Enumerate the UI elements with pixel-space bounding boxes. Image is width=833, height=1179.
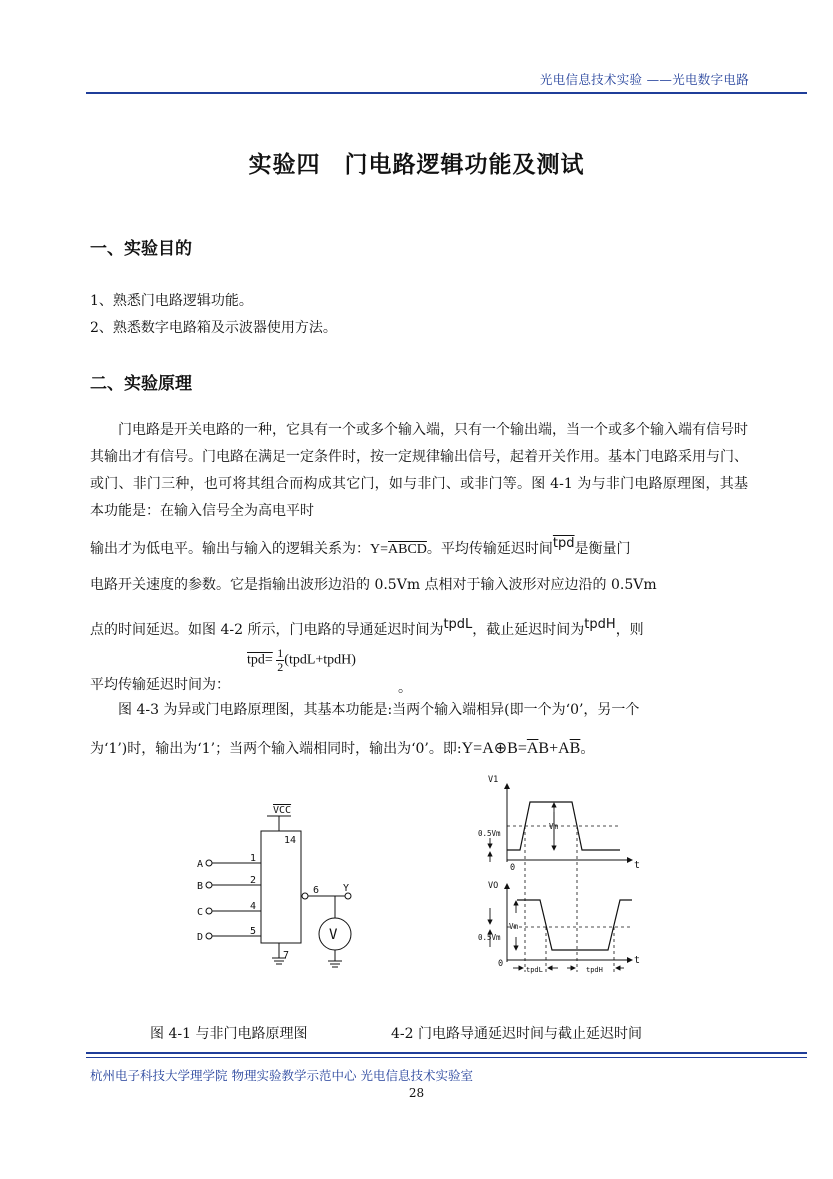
footer-rule-thin [86, 1057, 807, 1058]
nand-circuit-diagram [195, 800, 375, 980]
vcc-label: VCC [273, 805, 292, 816]
figure-4-2-caption: 4-2 门电路导通延迟时间与截止延迟时间 [391, 1026, 642, 1042]
running-header: 光电信息技术实验 ——光电数字电路 [539, 72, 749, 87]
output-y-label: Y [343, 883, 350, 894]
average-delay-label: 平均传输延迟时间为： [90, 677, 230, 693]
xor-intro-line: 图 4-3 为异或门电路原理图，其基本功能是:当两个输入端相异(即一个为‘0’，另一个 [118, 702, 640, 718]
input-b-label: B [197, 881, 204, 892]
logic-relation-line: 输出才为低电平。输出与输入的逻辑关系为：Y=ABCD。平均传输延迟时间$\overline{tpd}$是衡量门 [90, 536, 631, 557]
voltmeter-label: V [329, 927, 338, 943]
xor-definition-line: 为‘1’)时，输出为‘1’；当两个输入端相同时，输出为‘0’。即$:Y=A\oplus B=\overline{A}B+A\overline{B}$。 [90, 740, 595, 757]
bottom-origin-label: 0 [498, 959, 504, 969]
pin-6-label: 6 [313, 885, 320, 896]
input-d-label: D [197, 932, 204, 943]
input-c-label: C [197, 907, 204, 918]
pin-2-label: 2 [250, 875, 257, 886]
footer-rule [86, 1052, 807, 1054]
top-time-label: t [634, 860, 641, 871]
nand-equation: Y=ABCD [370, 542, 427, 557]
principle-line-3: 电路开关速度的参数。它是指输出波形边沿的 0.5Vm 点相对于输入波形对应边沿的 0.5Vm [90, 577, 657, 593]
tpdl-label: tpdL [526, 966, 543, 974]
figure-4-1-caption: 图 4-1 与非门电路原理图 [150, 1026, 308, 1042]
v1-axis-label: V1 [488, 775, 499, 785]
pin-7-label: 7 [283, 950, 290, 961]
top-vm-label: Vm [549, 822, 559, 831]
delay-definition-line: 点的时间延迟。如图 4-2 所示，门电路的导通延迟时间为tpdL，截止延迟时间为tpdH，则 [90, 617, 644, 638]
tpdl-symbol: tpdL [443, 617, 473, 632]
purpose-item-2: 2、熟悉数字电路箱及示波器使用方法。 [90, 320, 337, 336]
delay-waveform-diagram [470, 772, 650, 987]
vo-axis-label: VO [488, 881, 499, 891]
tpdh-symbol: tpdH [584, 617, 616, 632]
principle-paragraph-1: 门电路是开关电路的一种，它具有一个或多个输入端，只有一个输出端，当一个或多个输入端有信号时其输出才有信号。门电路在满足一定条件时，按一定规律输出信号，起着开关作用。基本门电路采用与门、或门、非门三种，也可将其组合而构成其它门，如与非门、或非门等。图 4-1 为与非门电路原理图，其基本功能是：在输入信号全为高电平时 [90, 422, 748, 519]
section-heading-principle: 二、实验原理 [90, 374, 192, 394]
tpd-symbol: $\overline{tpd}$ [552, 536, 575, 551]
footer-institution: 杭州电子科技大学理学院 物理实验教学示范中心 光电信息技术实验室 [90, 1068, 473, 1083]
purpose-item-1: 1、熟悉门电路逻辑功能。 [90, 293, 253, 309]
section-heading-purpose: 一、实验目的 [90, 239, 192, 259]
input-a-label: A [197, 859, 204, 870]
pin-4-label: 4 [250, 901, 257, 912]
bottom-time-label: t [634, 955, 641, 966]
top-origin-label: 0 [510, 863, 516, 873]
equation-period: 。 [398, 680, 412, 696]
header-rule [86, 92, 807, 94]
xor-equation: $Y=A\oplus B=\overline{A}B+A\overline{B}$ [461, 740, 581, 757]
average-delay-equation: tpd= $\frac{1}{2}$ (tpdL+tpdH) [247, 646, 356, 674]
bottom-half-vm-label: 0.5Vm [478, 933, 501, 942]
top-half-vm-label: 0.5Vm [478, 829, 501, 838]
tpdh-label: tpdH [586, 966, 603, 974]
bottom-vm-label: Vm [509, 922, 519, 931]
pin-14-label: 14 [284, 835, 297, 846]
page-number: 28 [408, 1086, 425, 1100]
pin-1-label: 1 [250, 853, 257, 864]
pin-5-label: 5 [250, 926, 257, 937]
page-title: 实验四 门电路逻辑功能及测试 [248, 151, 585, 178]
